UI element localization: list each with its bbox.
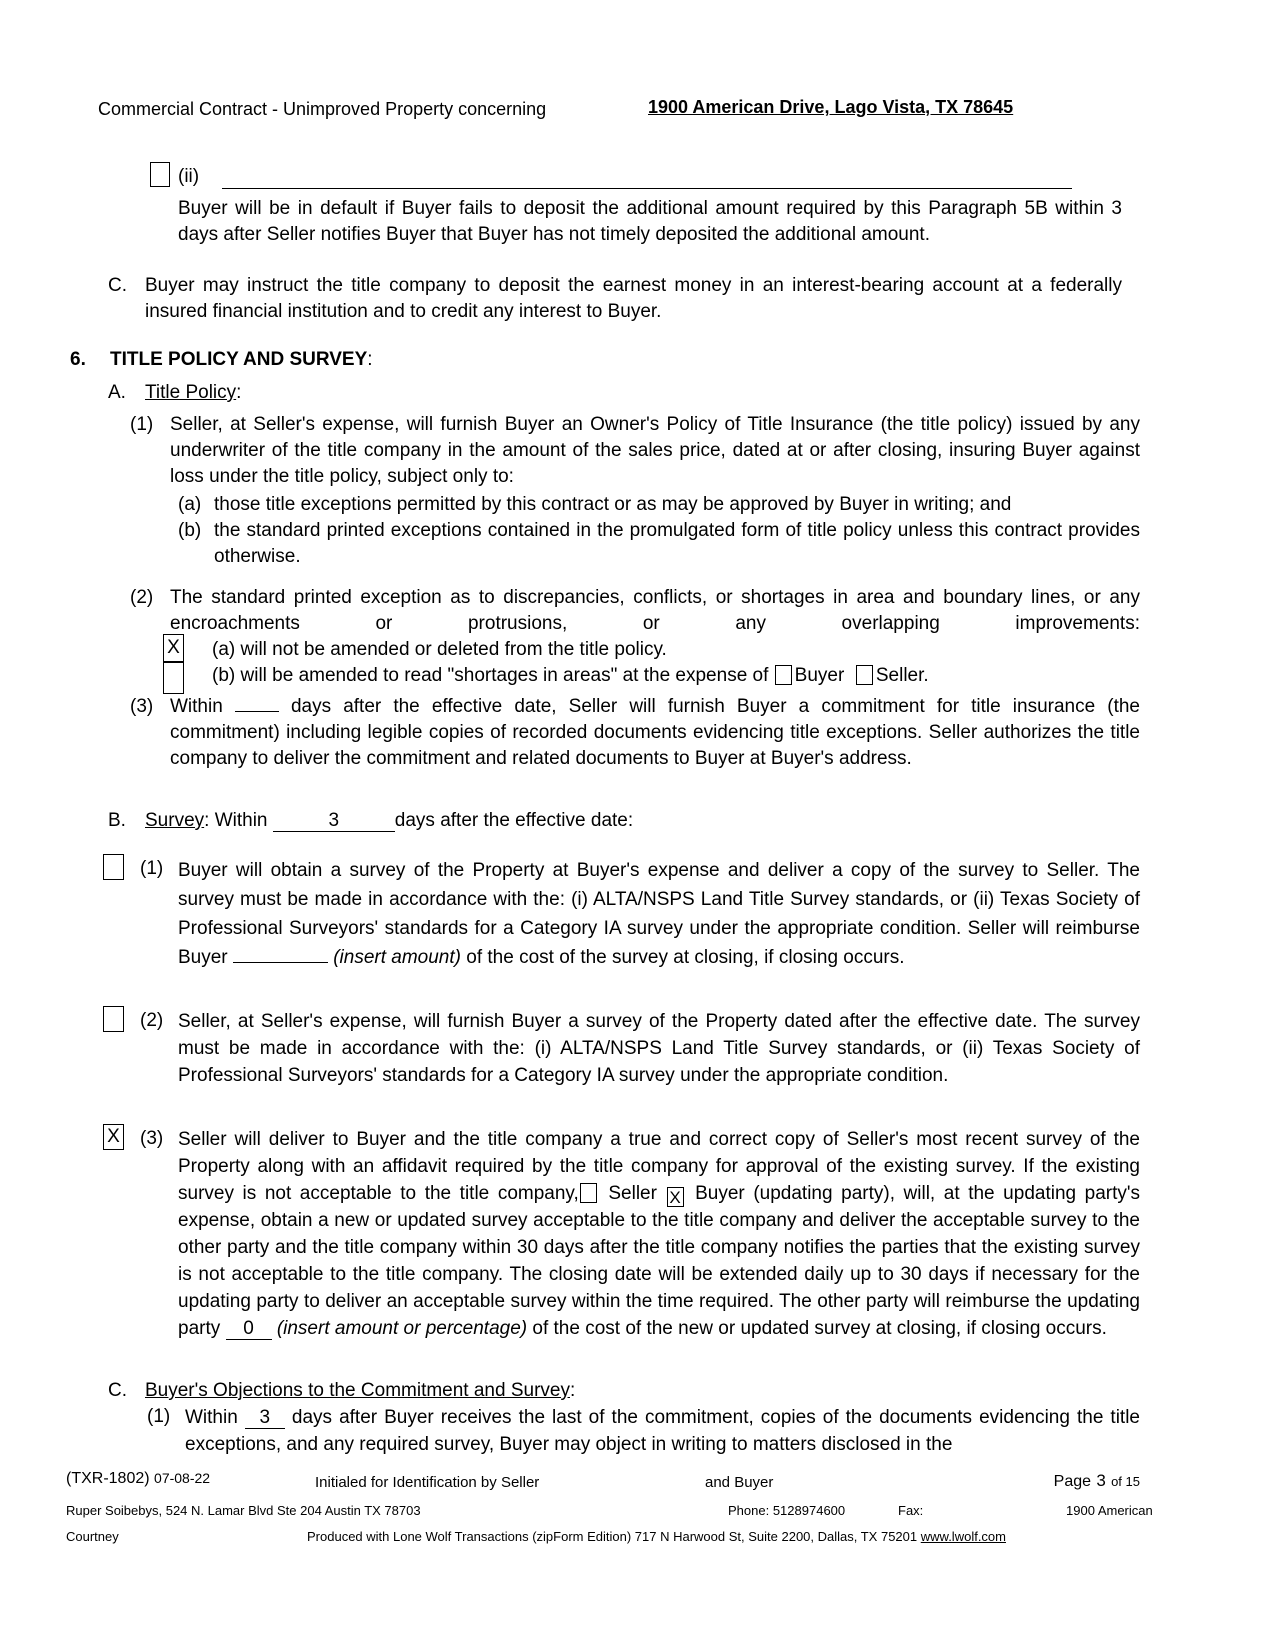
survey-item2-text: Seller, at Seller's expense, will furnish Buyer a survey of the Property dated after the effective date. The survey must be made in accordance with the: (i) ALTA/NSPS Land Title Survey standards, or (ii) Texas Society of Professional Surveyors' standards for a Category IA survey under the appropriate condition. [178,1011,1140,1086]
reimburse-percentage-field[interactable]: 0 [226,1319,272,1340]
objections-item1-label: (1) [147,1406,171,1427]
survey-item3-insert-note: (insert amount or percentage) [276,1318,528,1339]
footer-file-ref: 1900 American [1066,1503,1153,1518]
paragraph-5c-text: Buyer may instruct the title company to deposit the earnest money in an interest-bearing account at a federally insured financial institution and to credit any interest to Buyer. [145,275,1122,322]
objections-heading-row [145,1378,575,1404]
survey-item3-text-3: of the cost of the new or updated survey at closing, if closing occurs. [532,1318,1107,1339]
survey-item1-text-after: of the cost of the survey at closing, if closing occurs. [466,947,905,968]
expense-buyer-checkbox[interactable] [775,665,792,685]
survey-item1-insert-note: (insert amount) [333,947,461,968]
objections-item1-text [185,1404,1140,1458]
title-policy-item1-label: (1) [130,414,154,435]
footer-produced-text: Produced with Lone Wolf Transactions (zipForm Edition) 717 N Harwood St, Suite 2200, Dallas, TX 75201 [307,1529,918,1544]
footer-and-buyer: and Buyer [705,1474,774,1491]
title-policy-item2a-text: will not be amended or deleted from the title policy. [240,639,667,660]
objection-days-field[interactable]: 3 [245,1408,285,1429]
survey-item1-checkbox[interactable] [103,854,124,880]
title-policy-item3-text [170,694,1140,772]
survey-label: B. [108,810,126,831]
section6-heading-colon: : [367,349,373,370]
header-property-address: 1900 American Drive, Lago Vista, TX 78645 [648,97,1014,117]
title-policy-item1-text: Seller, at Seller's expense, will furnish Buyer an Owner's Policy of Title Insurance (the title policy) issued by any underwriter of the title company in the amount of the sales price, dated at or after closing, insuring Buyer against loss under the title policy, subject only to: [170,414,1140,487]
expense-buyer-label: Buyer [794,665,845,686]
survey-item3-label: (3) [140,1128,164,1149]
footer-produced-line [307,1528,1006,1545]
expense-seller-label: Seller. [875,665,929,686]
survey-item3-text [178,1126,1140,1342]
survey-item1-label: (1) [140,858,164,879]
paragraph-ii-label: (ii) [178,166,200,187]
title-policy-item2a-row [212,637,1142,663]
updating-party-buyer-label: Buyer [695,1183,745,1204]
survey-item1-text-before: Buyer will obtain a survey of the Property at Buyer's expense and deliver a copy of the survey to Seller. The survey must be made in accordance with the: (i) ALTA/NSPS Land Title Survey standards, or (ii) Texas Society of Professional Surveyors' standards for a Category IA survey under the appropriate condition. Seller will reimburse Buyer [178,860,1140,968]
survey-item1-text [178,856,1140,972]
survey-heading-within: : Within [204,810,268,831]
title-policy-item2-text: The standard printed exception as to discrepancies, conflicts, or shortages in area and boundary lines, or any encroachments or protrusions, or any overlapping improvements: [170,587,1140,634]
survey-heading-after: days after the effective date: [394,810,634,831]
footer-page-label: Page [1053,1473,1092,1490]
survey-item3-checkbox[interactable]: X [103,1124,124,1150]
title-policy-heading-colon: : [236,382,242,403]
title-policy-item1b-label: (b) [178,520,202,541]
section6-heading [110,347,373,373]
title-policy-item1a-label: (a) [178,494,202,515]
title-policy-heading-text: Title Policy [145,382,237,403]
footer-lwolf-link[interactable]: www.lwolf.com [920,1529,1006,1544]
title-policy-item3-label: (3) [130,696,154,717]
title-policy-item2a-checkbox[interactable]: X [163,634,184,662]
footer-phone-number: 5128974600 [772,1503,846,1518]
updating-party-seller-label: Seller [608,1183,657,1204]
title-policy-item3-text-before: Within [170,696,223,717]
title-policy-item3-text-after: days after the effective date, Seller will furnish Buyer a commitment for title insurance (the commitment) including legible copies of recorded documents evidencing title exceptions. Seller authorizes the title company to deliver the commitment and related documents to Buyer at Buyer's address. [170,696,1140,769]
expense-seller-checkbox[interactable] [856,665,873,685]
title-policy-item2b-text: will be amended to read "shortages in areas" at the expense of [240,665,769,686]
survey-heading-row [145,808,633,834]
footer-page-number: 3 [1096,1471,1106,1490]
objections-heading-colon: : [569,1380,576,1401]
updating-party-seller-checkbox[interactable] [580,1183,597,1203]
section6-heading-text: TITLE POLICY AND SURVEY [110,349,368,370]
footer-form-date: 07-08-22 [154,1470,211,1486]
objections-label: C. [108,1380,127,1401]
commitment-days-field[interactable] [235,711,279,712]
footer-phone-label: Phone: [728,1503,770,1518]
title-policy-heading [145,380,241,406]
objections-item1-text-before: Within [185,1407,238,1428]
header-form-title: Commercial Contract - Unimproved Property concerning [98,99,547,119]
footer-page-total: of 15 [1111,1474,1140,1489]
footer-agent-name: Courtney [66,1529,119,1544]
survey-heading-text: Survey [145,810,205,831]
survey-days-field[interactable]: 3 [273,811,395,832]
survey-item3-text-2: (updating party), will, at the updating party's expense, obtain a new or updated survey acceptable to the title company and deliver the acceptable survey to the other party and the title company within 30 days after the title company notifies the parties that the existing survey is not acceptable to the title company. The closing date will be extended daily up to 30 days if necessary for the updating party to deliver an acceptable survey within the time required. The other party will reimburse the updating party [178,1183,1141,1339]
section6-number: 6. [70,349,86,370]
objections-item1-text-after: days after Buyer receives the last of the commitment, copies of the documents evidencing the title exceptions, and any required survey, Buyer may object in writing to matters disclosed in the [185,1407,1140,1455]
footer-page-indicator [1040,1468,1140,1495]
title-policy-item2b-row [212,663,1142,689]
footer-form-code [66,1468,210,1489]
title-policy-item2-label: (2) [130,587,154,608]
survey-item3-text-1: Seller will deliver to Buyer and the title company a true and correct copy of Seller's most recent survey of the Property along with an affidavit required by the title company for approval of the existing survey. If the existing survey is not acceptable to the title company, [178,1129,1140,1204]
objections-heading-text: Buyer's Objections to the Commitment and Survey [145,1380,570,1401]
survey-item2-label: (2) [140,1010,164,1031]
footer-phone [728,1502,845,1519]
paragraph-ii-text: Buyer will be in default if Buyer fails to deposit the additional amount required by this Paragraph 5B within 3 days after Seller notifies Buyer that Buyer has not timely deposited the additional amount. [178,198,1122,245]
footer-form-code-text: (TXR-1802) [66,1470,150,1487]
title-policy-item2a-label: (a) [212,639,236,660]
title-policy-item1b-text: the standard printed exceptions contained in the promulgated form of title policy unless this contract provides otherwise. [214,520,1140,567]
paragraph-ii-blank-field[interactable] [222,164,1072,189]
paragraph-5c-label: C. [108,275,127,296]
title-policy-item2b-checkbox[interactable] [163,662,184,694]
paragraph-ii-checkbox[interactable] [150,162,170,187]
updating-party-buyer-checkbox[interactable]: X [667,1187,684,1207]
footer-office-line: Ruper Soibebys, 524 N. Lamar Blvd Ste 204 Austin TX 78703 [66,1503,421,1518]
footer-initialed-text: Initialed for Identification by Seller [315,1474,540,1491]
title-policy-item2b-label: (b) [212,665,236,686]
footer-fax-label: Fax: [898,1503,924,1518]
title-policy-label: A. [108,382,126,403]
survey-item2-checkbox[interactable] [103,1006,124,1032]
title-policy-item1a-text: those title exceptions permitted by this contract or as may be approved by Buyer in writing; and [214,494,1012,515]
reimburse-amount-field[interactable] [233,962,328,963]
